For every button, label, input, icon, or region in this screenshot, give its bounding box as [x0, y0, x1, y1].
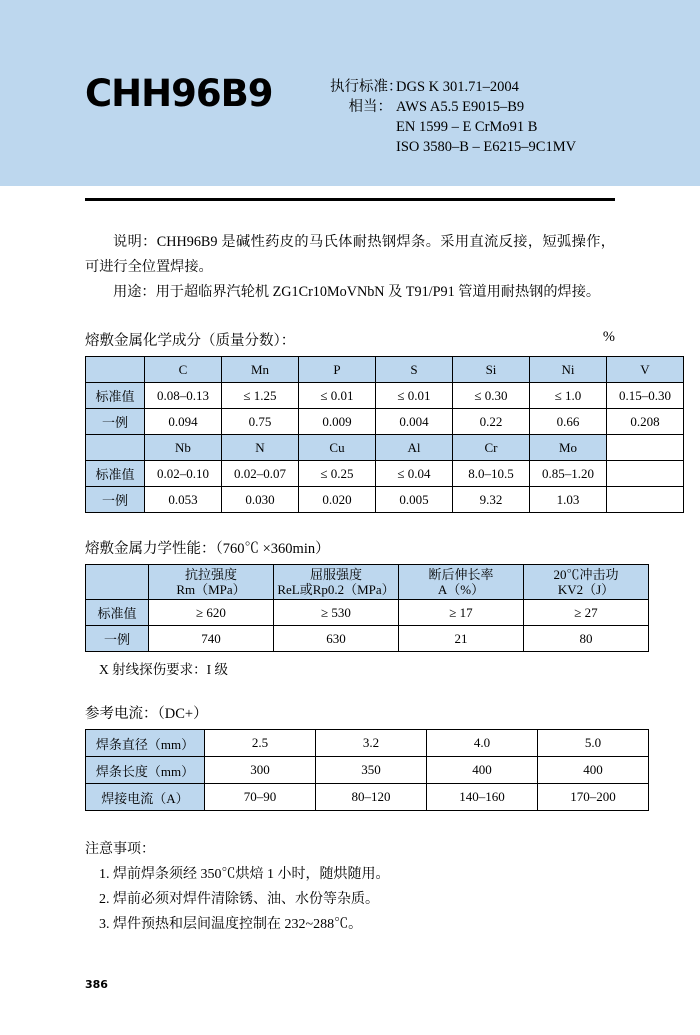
- chem-cell: 0.020: [299, 487, 376, 513]
- table-row: [86, 409, 684, 435]
- mech-header-line1: 断后伸长率: [428, 567, 494, 582]
- chem-cell: 0.053: [145, 487, 222, 513]
- chem-cell: 0.15–0.30: [607, 383, 684, 409]
- mech-header-line2: Rm（MPa）: [176, 582, 246, 597]
- use-paragraph: 用途：用于超临界汽轮机 ZG1Cr10MoVNbN 及 T91/P91 管道用耐热钢的焊接。: [113, 284, 601, 300]
- standard-value: EN 1599 – E CrMo91 B: [396, 119, 538, 135]
- mech-header-line1: 屈服强度: [309, 567, 362, 582]
- chem-header-cell: Cu: [299, 435, 376, 461]
- page-title: CHH96B9: [85, 72, 273, 115]
- chem-corner-cell: [86, 357, 145, 383]
- mech-header-cell: [274, 565, 399, 600]
- chem-empty-cell: [607, 435, 684, 461]
- chem-cell: ≤ 1.25: [222, 383, 299, 409]
- chem-cell: 0.08–0.13: [145, 383, 222, 409]
- mech-heading: 熔敷金属力学性能：（760℃ ×360min）: [85, 541, 330, 557]
- mech-corner-cell: [86, 565, 149, 600]
- mech-header-line1: 20℃冲击功: [553, 567, 619, 582]
- mech-cell: 21: [399, 626, 524, 652]
- page-number: 386: [85, 978, 108, 991]
- chem-header-cell: Nb: [145, 435, 222, 461]
- document-content: [0, 230, 700, 937]
- mech-cell: 740: [149, 626, 274, 652]
- chem-empty-cell: [607, 461, 684, 487]
- mech-heading-row: [0, 537, 700, 558]
- table-row: [86, 565, 649, 600]
- mech-cell: ≥ 17: [399, 600, 524, 626]
- chem-cell: 0.005: [376, 487, 453, 513]
- chem-cell: 8.0–10.5: [453, 461, 530, 487]
- chem-cell: 0.66: [530, 409, 607, 435]
- chem-cell: 0.009: [299, 409, 376, 435]
- current-cell: 400: [427, 757, 538, 784]
- table-row: [86, 730, 649, 757]
- current-heading-row: [0, 702, 700, 723]
- chem-cell: 1.03: [530, 487, 607, 513]
- chem-heading-row: [0, 329, 700, 350]
- mechanical-properties-table: [85, 564, 649, 652]
- chem-cell: ≤ 0.04: [376, 461, 453, 487]
- mech-header-line2: ReL或Rp0.2（MPa）: [277, 582, 395, 597]
- current-heading: 参考电流：（DC+）: [85, 706, 208, 722]
- chem-cell: 0.030: [222, 487, 299, 513]
- current-row-label: 焊接电流（A）: [86, 784, 205, 811]
- standard-label: 相当：: [348, 99, 392, 115]
- current-cell: 300: [205, 757, 316, 784]
- notes-section: [0, 837, 700, 937]
- notes-heading: 注意事项：: [85, 842, 155, 857]
- note-item: 3. 焊件预热和层间温度控制在 232~288℃。: [99, 917, 363, 932]
- mech-cell: 630: [274, 626, 399, 652]
- mech-cell: ≥ 620: [149, 600, 274, 626]
- current-row-label: 焊条直径（mm）: [86, 730, 205, 757]
- mech-row-label: 一例: [86, 626, 149, 652]
- chem-header-cell: Ni: [530, 357, 607, 383]
- standard-value: DGS K 301.71–2004: [396, 79, 519, 95]
- chem-empty-cell: [607, 487, 684, 513]
- chem-cell: 0.22: [453, 409, 530, 435]
- chem-row-label: 一例: [86, 409, 145, 435]
- chemical-composition-table: [85, 356, 684, 513]
- mech-header-cell: [524, 565, 649, 600]
- current-row-label: 焊条长度（mm）: [86, 757, 205, 784]
- chem-heading: 熔敷金属化学成分（质量分数）：: [85, 333, 296, 349]
- chem-row-label: 标准值: [86, 383, 145, 409]
- current-cell: 5.0: [538, 730, 649, 757]
- header-band: [0, 0, 700, 186]
- mech-row-label: 标准值: [86, 600, 149, 626]
- chem-corner-cell: [86, 435, 145, 461]
- chem-unit: %: [602, 329, 615, 345]
- chem-row-label: 标准值: [86, 461, 145, 487]
- table-row: [86, 600, 649, 626]
- current-cell: 350: [316, 757, 427, 784]
- xray-requirement: X 射线探伤要求：I 级: [99, 662, 228, 677]
- chem-header-cell: N: [222, 435, 299, 461]
- chem-cell: 9.32: [453, 487, 530, 513]
- reference-current-table: [85, 729, 649, 811]
- standard-value: AWS A5.5 E9015–B9: [396, 99, 525, 115]
- chem-cell: ≤ 0.01: [299, 383, 376, 409]
- chem-header-cell: S: [376, 357, 453, 383]
- chem-header-cell: Mo: [530, 435, 607, 461]
- current-cell: 2.5: [205, 730, 316, 757]
- chem-header-cell: Al: [376, 435, 453, 461]
- table-row: [86, 784, 649, 811]
- description-paragraph: 说明：CHH96B9 是碱性药皮的马氏体耐热钢焊条。采用直流反接，短弧操作，可进行全位置焊接。: [85, 234, 615, 275]
- chem-header-cell: P: [299, 357, 376, 383]
- current-cell: 3.2: [316, 730, 427, 757]
- chem-header-cell: C: [145, 357, 222, 383]
- table-row: [86, 487, 684, 513]
- table-row: [86, 626, 649, 652]
- current-cell: 400: [538, 757, 649, 784]
- standard-label: 执行标准：: [330, 79, 403, 95]
- mech-cell: ≥ 530: [274, 600, 399, 626]
- mech-header-line2: KV2（J）: [557, 582, 615, 597]
- chem-cell: ≤ 1.0: [530, 383, 607, 409]
- chem-cell: 0.02–0.07: [222, 461, 299, 487]
- standard-row: [330, 77, 650, 97]
- chem-cell: 0.004: [376, 409, 453, 435]
- chem-cell: 0.208: [607, 409, 684, 435]
- chem-header-cell: Cr: [453, 435, 530, 461]
- mech-header-line1: 抗拉强度: [184, 567, 237, 582]
- chem-cell: ≤ 0.01: [376, 383, 453, 409]
- table-row: [86, 435, 684, 461]
- table-row: [86, 357, 684, 383]
- mech-cell: 80: [524, 626, 649, 652]
- mech-cell: ≥ 27: [524, 600, 649, 626]
- chem-cell: 0.02–0.10: [145, 461, 222, 487]
- chem-header-cell: V: [607, 357, 684, 383]
- header-divider: [85, 198, 615, 201]
- current-cell: 170–200: [538, 784, 649, 811]
- standard-row: [330, 97, 650, 117]
- mech-header-cell: [149, 565, 274, 600]
- chem-cell: 0.75: [222, 409, 299, 435]
- current-cell: 4.0: [427, 730, 538, 757]
- mech-header-cell: [399, 565, 524, 600]
- table-row: [86, 757, 649, 784]
- current-cell: 140–160: [427, 784, 538, 811]
- standards-block: [330, 77, 650, 157]
- chem-cell: 0.85–1.20: [530, 461, 607, 487]
- chem-cell: ≤ 0.30: [453, 383, 530, 409]
- note-item: 1. 焊前焊条须经 350℃烘焙 1 小时，随烘随用。: [99, 867, 390, 882]
- standard-value: ISO 3580–B – E6215–9C1MV: [396, 139, 577, 155]
- note-item: 2. 焊前必须对焊件清除锈、油、水份等杂质。: [99, 892, 379, 907]
- chem-row-label: 一例: [86, 487, 145, 513]
- chem-header-cell: Si: [453, 357, 530, 383]
- mech-header-line2: A（%）: [437, 582, 485, 597]
- current-cell: 80–120: [316, 784, 427, 811]
- chem-cell: ≤ 0.25: [299, 461, 376, 487]
- table-row: [86, 383, 684, 409]
- chem-cell: 0.094: [145, 409, 222, 435]
- current-cell: 70–90: [205, 784, 316, 811]
- standard-row: [330, 117, 650, 137]
- standard-row: [330, 137, 650, 157]
- chem-header-cell: Mn: [222, 357, 299, 383]
- table-row: [86, 461, 684, 487]
